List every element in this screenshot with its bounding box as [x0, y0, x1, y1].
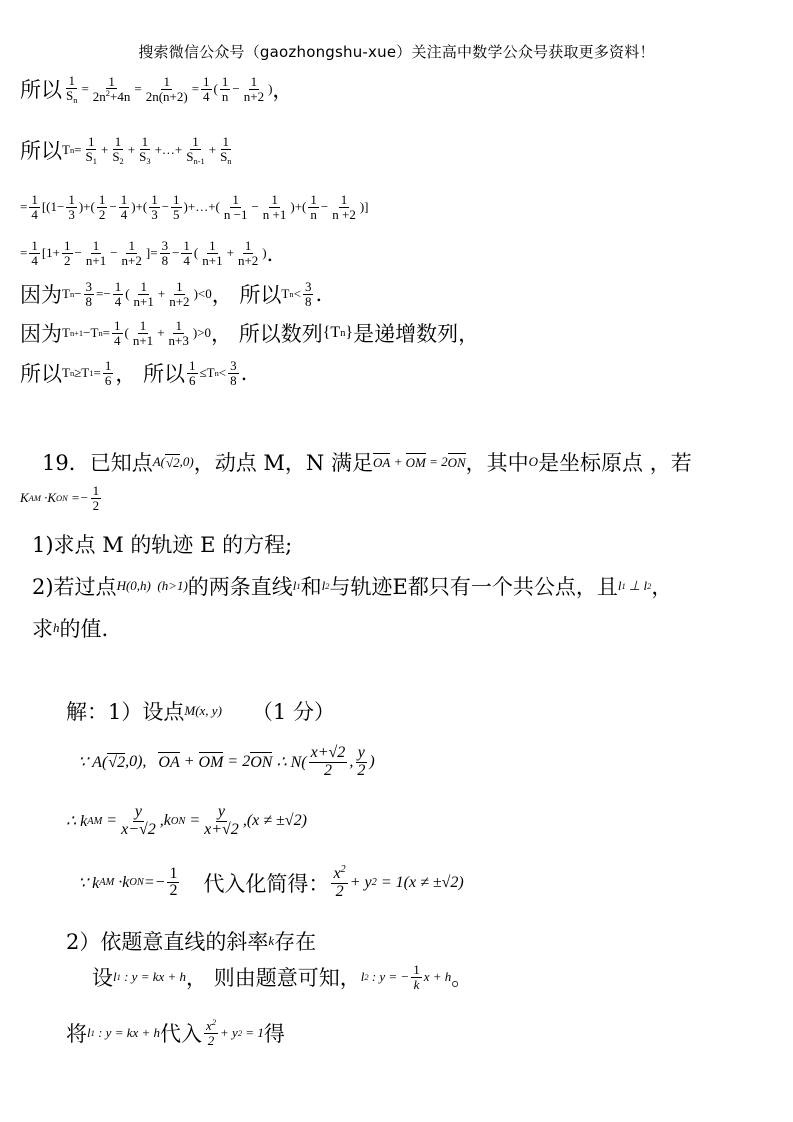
formula-tn-difference: T n+1 −T n = 1 4 ( 1 n+1 + 1 n+3 )>0 — [62, 317, 212, 348]
solution-step-6: 设 l 1 : y = kx + h ， 则由题意可知， l 2 : y = − 1 k x + h 。 — [92, 961, 473, 992]
formula-simplified: = 1 4 [1+ 1 2 − 1 n+1 − 1 n+2 ]= 3 8 − 1 4 ( 1 n+1 + 1 n+2 ) — [20, 237, 267, 268]
formula-tn-minus-3-8: T n − 3 8 =− 1 4 ( 1 n+1 + 1 n+2 )<0 — [62, 278, 212, 309]
problem-19-part-2-cont: 求 h 的值. — [32, 617, 109, 641]
formula-telescoping: = 1 4 [(1− 1 3 )+( 1 2 − 1 4 )+( 1 3 − 1 5 )+…+( 1 n −1 − 1 n +1 )+( 1 n − 1 n +2 )] — [20, 192, 369, 222]
derivation-line-4: = 1 4 [1+ 1 2 − 1 n+1 − 1 n+2 ]= 3 8 − 1 4 ( 1 n+1 + 1 n+2 ) ． — [20, 237, 288, 268]
solution-step-4: ∵ k AM ·k ON =− 1 2 代入化简得： $x^2$ 2 + y 2 = 1(x ≠ ±√2) — [78, 864, 464, 901]
derivation-line-5: 因为 T n − 3 8 =− 1 4 ( 1 n+1 + 1 n+2 )<0 ， 所以 T n < 3 8 . — [20, 278, 323, 309]
problem-19-part-2: 2)若过点 H(0,h) (h>1) 的两条直线 l 1 和 l 2 与轨迹E都只有一个共公点，且 l 1 ⊥ l 2 ， — [32, 575, 673, 599]
formula-1-over-sn: 1 $S_n$ = 1 $2n^2+4n$ = 1 2n(n+2) = 1 4 ( 1 n − 1 n+2 ) — [66, 73, 273, 105]
problem-19-part-1: 1)求点 M 的轨迹 E 的方程; — [32, 533, 293, 557]
derivation-line-2: 所以 T n = 1 $S_1$ + 1 $S_2$ + 1 $S_3$ +…+ 1 $S_{n-1}$ + 1 $S_n$ — [20, 135, 236, 165]
derivation-line-1: 所以 1 $S_n$ = 1 $2n^2+4n$ = 1 2n(n+2) = 1 4 ( 1 n − 1 n+2 ) ， — [20, 73, 294, 105]
formula-tn-sum: T n = 1 $S_1$ + 1 $S_2$ + 1 $S_3$ +…+ 1 $S_{n-1}$ + 1 $S_n$ — [62, 134, 232, 166]
ellipse-equation: $x^2$ 2 + y 2 = 1(x ≠ ±√2) — [333, 864, 464, 901]
solution-step-1: 解：1）设点 M(x, y) （1 分） — [66, 700, 335, 724]
solution-step-7: 将 l 1 : y = kx + h 代入 $x^2$ 2 + y 2 = 1 得 — [66, 1017, 285, 1049]
solution-step-2: ∵ A( √ 2 ,0), OA + OM = 2 ON ∴ N( x+√2 2 , y 2 ) — [78, 744, 375, 779]
derivation-line-3 — [20, 193, 369, 221]
derivation-line-7: 所以 T n ≥T 1 = 1 6 ， 所以 1 6 ≤T n < 3 8 . — [20, 357, 248, 388]
problem-19-stem: 19． 已知点 A( √ 2 ,0) ，动点 M，N 满足 OA + OM = 2 ON ，其中 O 是坐标原点 ，若 — [42, 451, 692, 475]
header-banner: 搜索微信公众号（gaozhongshu-xue）关注高中数学公众号获取更多资料！ — [138, 43, 655, 61]
solution-step-3: ∴ k AM = y x−√2 ,k ON = y x+√2 ,(x ≠ ±√2) — [66, 803, 307, 838]
vector-equation: OA + OM = 2 ON — [372, 454, 466, 470]
problem-19-condition: K AM ·K ON =− 1 2 — [20, 483, 100, 513]
derivation-line-6: 因为 T n+1 −T n = 1 4 ( 1 n+1 + 1 n+3 )>0 ， 所以数列 {T n } 是递增数列， — [20, 317, 480, 348]
solution-step-5: 2）依题意直线的斜率 k 存在 — [66, 930, 317, 954]
